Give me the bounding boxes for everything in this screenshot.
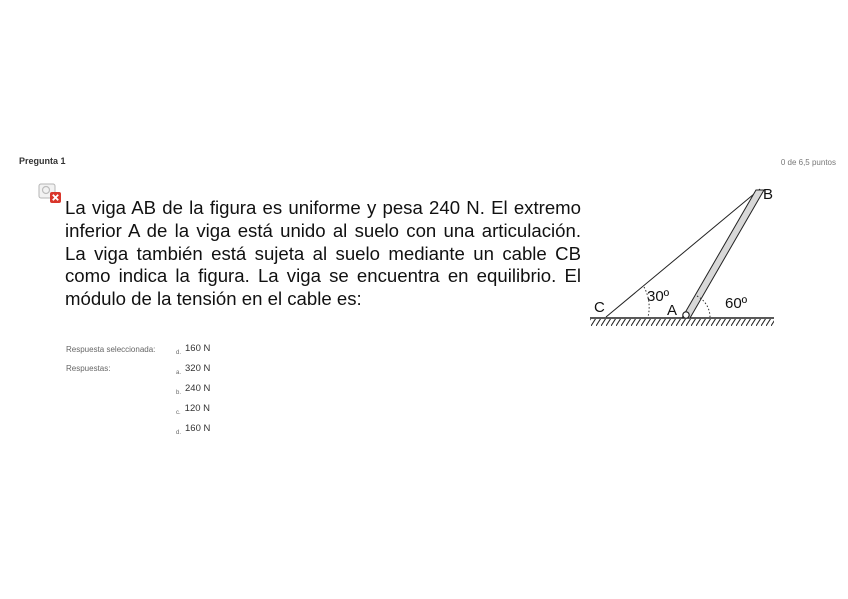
angle-label-30: 30º: [647, 288, 670, 305]
label-b: B: [763, 186, 774, 203]
answer-option-letter: b.: [176, 390, 182, 396]
label-c: C: [594, 299, 605, 316]
ground-hatch: [590, 319, 774, 326]
answer-option-letter: c.: [176, 410, 181, 416]
question-title: Pregunta 1: [19, 156, 66, 166]
selected-answer-value: 160 N: [185, 343, 211, 354]
answer-option-value: 240 N: [185, 383, 211, 394]
selected-answer-letter: d.: [176, 350, 182, 356]
answer-option: [176, 363, 210, 374]
question-text: La viga AB de la figura es uniforme y pesa 240 N. El extremo inferior A de la viga está unido al suelo con una articulación. La viga también está sujeta al suelo mediante un cable CB como indica la figura. La viga se encuentra en equilibrio. El módulo de la tensión en el cable es:: [65, 197, 581, 310]
hinge-a: [683, 312, 689, 318]
label-a: A: [667, 302, 678, 319]
question-score: 0 de 6,5 puntos: [780, 158, 836, 167]
answer-option-letter: a.: [176, 370, 182, 376]
answer-option-value: 120 N: [184, 403, 211, 414]
beam-ab: [682, 190, 764, 318]
answer-option: [176, 383, 210, 394]
beam-figure: [586, 182, 782, 332]
selected-answer-label: Respuesta seleccionada:: [66, 345, 156, 354]
answer-option: [176, 403, 210, 414]
answers-label: Respuestas:: [66, 364, 111, 373]
angle-label-60: 60º: [725, 295, 748, 312]
incorrect-icon: [38, 182, 62, 204]
answer-option-letter: d.: [176, 430, 182, 436]
selected-answer: [176, 343, 210, 354]
answer-option-value: 160 N: [185, 423, 211, 434]
answer-option-value: 320 N: [185, 363, 211, 374]
answer-option: [176, 423, 210, 434]
